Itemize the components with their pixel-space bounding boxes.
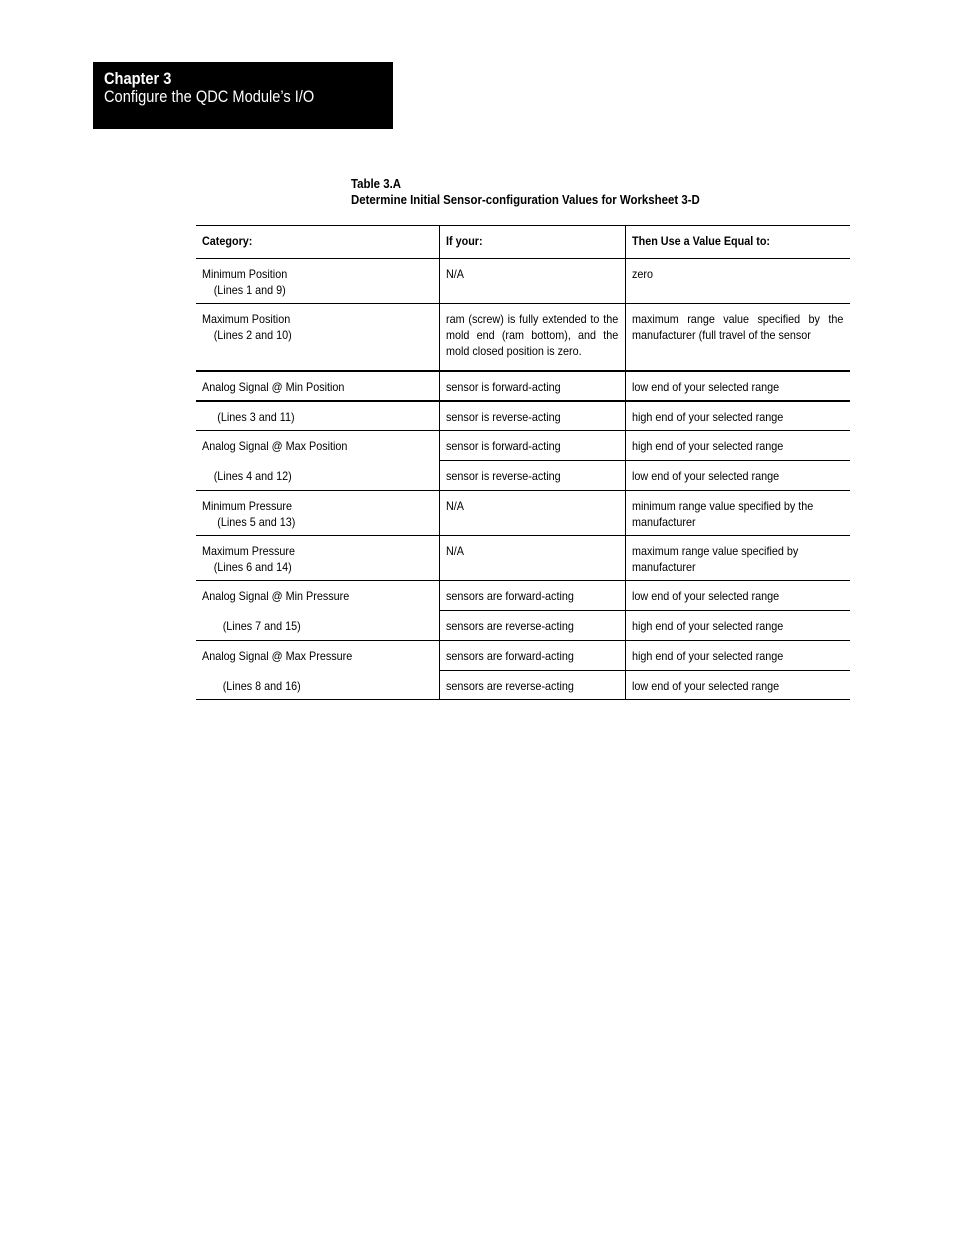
category-cell: Analog Signal @ Max Pressure xyxy=(196,641,439,671)
category-cell: Minimum Position (Lines 1 and 9) xyxy=(196,259,439,304)
table-caption xyxy=(351,176,831,208)
category-cell: Analog Signal @ Min Pressure xyxy=(196,581,439,611)
value-cell: low end of your selected range xyxy=(625,671,850,700)
table-row xyxy=(196,581,850,611)
chapter-header xyxy=(93,62,393,129)
table-row xyxy=(196,461,850,491)
condition-cell: sensors are forward-acting xyxy=(439,581,625,611)
value-cell: high end of your selected range xyxy=(625,641,850,671)
value-cell: maximum range value specified by the manufacturer (full travel of the sensor xyxy=(625,304,850,371)
category-cell: Maximum Pressure (Lines 6 and 14) xyxy=(196,536,439,581)
table-row xyxy=(196,641,850,671)
table-row xyxy=(196,431,850,461)
table-header-row xyxy=(196,226,850,259)
column-header-value: Then Use a Value Equal to: xyxy=(625,226,850,259)
condition-cell: N/A xyxy=(439,491,625,536)
chapter-title: Configure the QDC Module’s I/O xyxy=(104,87,315,106)
category-lines-cell: (Lines 3 and 11) xyxy=(196,401,439,431)
category-lines-cell: (Lines 7 and 15) xyxy=(222,618,301,633)
value-cell: high end of your selected range xyxy=(625,611,850,641)
value-cell: minimum range value specified by the manufacturer xyxy=(625,491,850,536)
condition-cell: N/A xyxy=(439,536,625,581)
condition-cell: sensor is forward-acting xyxy=(439,371,625,401)
chapter-number: Chapter 3 xyxy=(104,69,172,88)
column-header-category: Category: xyxy=(196,226,439,259)
value-cell: maximum range value specified by manufacturer xyxy=(625,536,850,581)
table-title: Determine Initial Sensor-configuration Values for Worksheet 3-D xyxy=(351,192,700,207)
condition-cell: sensors are forward-acting xyxy=(439,641,625,671)
value-cell: high end of your selected range xyxy=(625,431,850,461)
category-lines-cell: (Lines 4 and 12) xyxy=(213,468,292,483)
condition-cell: sensor is forward-acting xyxy=(439,431,625,461)
condition-cell: N/A xyxy=(439,259,625,304)
condition-cell: sensors are reverse-acting xyxy=(439,611,625,641)
table-row xyxy=(196,304,850,371)
table-row xyxy=(196,611,850,641)
value-cell: low end of your selected range xyxy=(625,371,850,401)
value-cell: low end of your selected range xyxy=(625,461,850,491)
value-cell: zero xyxy=(625,259,850,304)
condition-cell: sensors are reverse-acting xyxy=(439,671,625,700)
category-cell: Analog Signal @ Min Position xyxy=(196,371,439,401)
category-cell: Minimum Pressure (Lines 5 and 13) xyxy=(196,491,439,536)
condition-cell: ram (screw) is fully extended to the mold end (ram bottom), and the mold closed position is zero. xyxy=(439,304,625,371)
table-row xyxy=(196,491,850,536)
table-row xyxy=(196,259,850,304)
column-header-condition: If your: xyxy=(439,226,625,259)
table-row xyxy=(196,371,850,401)
table-id: Table 3.A xyxy=(351,176,402,191)
condition-cell: sensor is reverse-acting xyxy=(439,401,625,431)
sensor-config-table xyxy=(196,225,850,700)
value-cell: high end of your selected range xyxy=(625,401,850,431)
category-cell: Maximum Position (Lines 2 and 10) xyxy=(196,304,439,371)
table-row xyxy=(196,536,850,581)
category-cell: Analog Signal @ Max Position xyxy=(196,431,439,461)
table-row xyxy=(196,671,850,700)
condition-cell: sensor is reverse-acting xyxy=(439,461,625,491)
table-row xyxy=(196,401,850,431)
value-cell: low end of your selected range xyxy=(625,581,850,611)
category-lines-cell: (Lines 8 and 16) xyxy=(196,671,439,700)
